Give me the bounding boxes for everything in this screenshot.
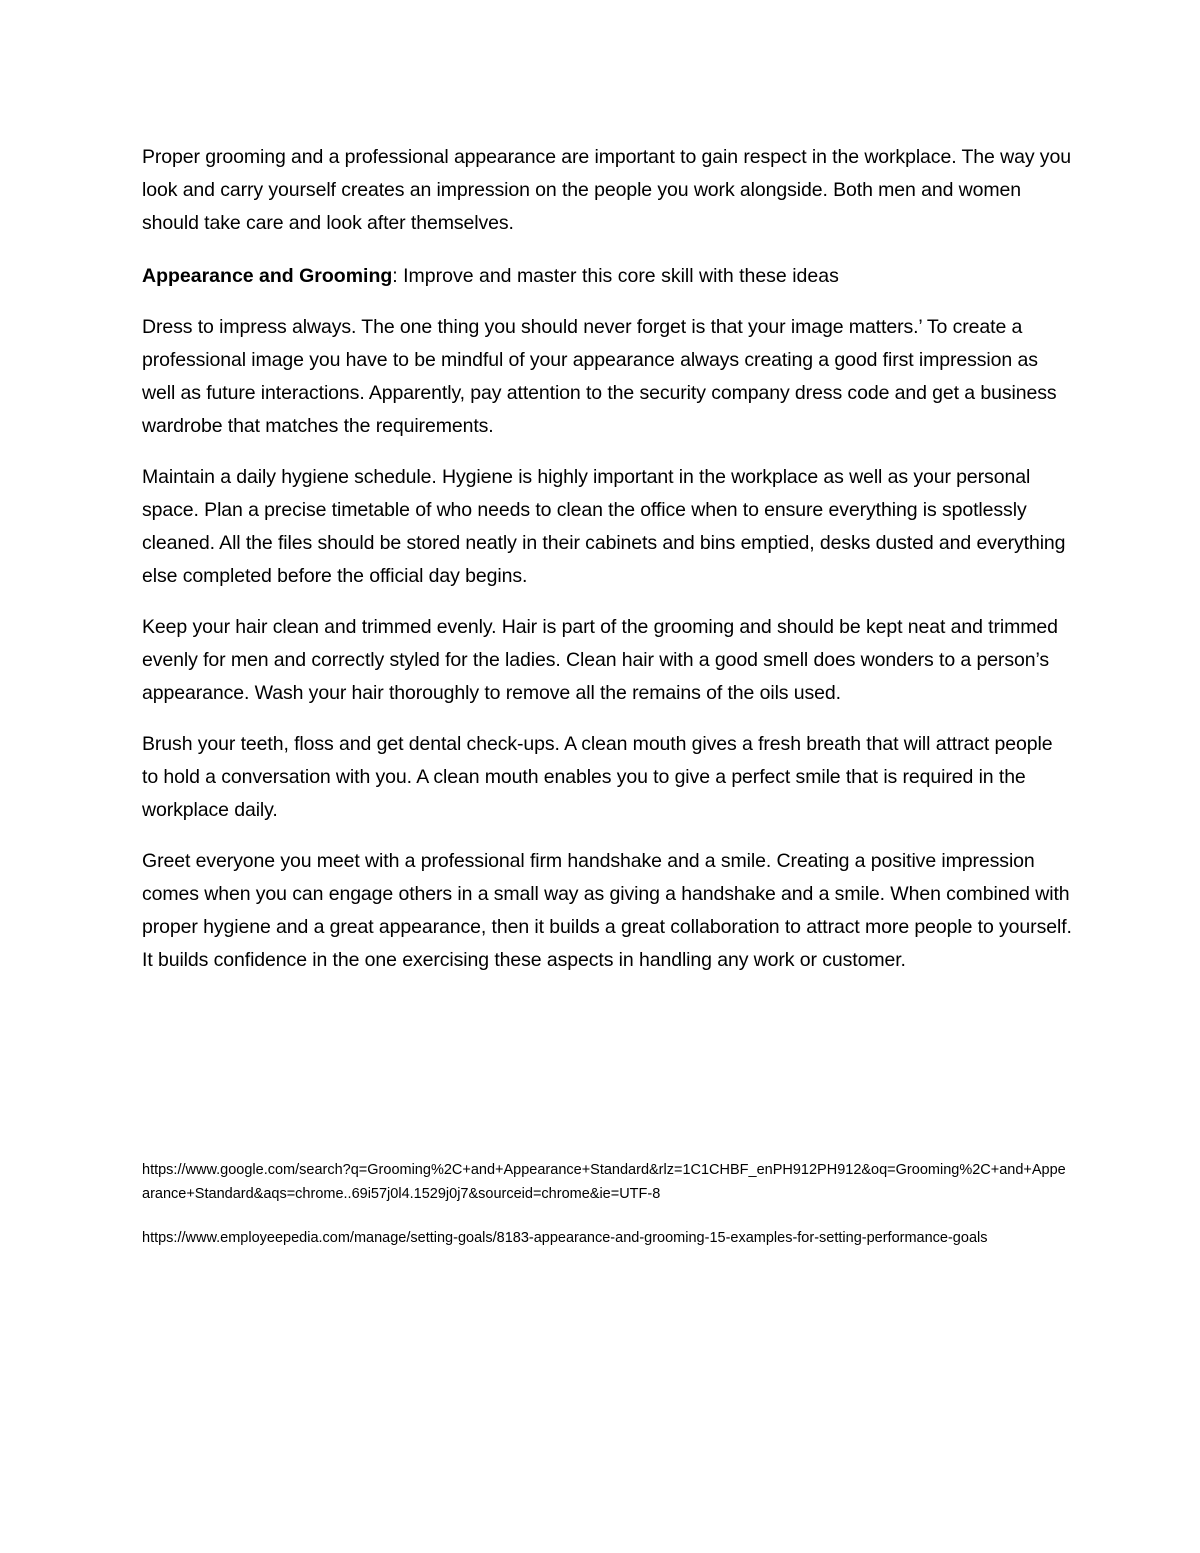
- intro-paragraph: Proper grooming and a professional appearance are important to gain respect in the workplace. The way you look and carry yourself creates an impression on the people you work alongside. Both men and women should take care and look after themselves.: [142, 146, 1071, 234]
- section-heading: [142, 260, 1072, 293]
- section-heading-rest: : Improve and master this core skill with these ideas: [392, 265, 839, 287]
- document-body: [142, 141, 1072, 995]
- paragraph-teeth: Brush your teeth, floss and get dental check-ups. A clean mouth gives a fresh breath that will attract people to hold a conversation with you. A clean mouth enables you to give a perfect smile that is required in the workplace daily.: [142, 733, 1053, 821]
- paragraph-greet: Greet everyone you meet with a professional firm handshake and a smile. Creating a positive impression comes when you can engage others in a small way as giving a handshake and a smile. When combined with proper hygiene and a great appearance, then it builds a great collaboration to attract more people to yourself. It builds confidence in the one exercising these aspects in handling any work or customer.: [142, 850, 1072, 971]
- paragraph-hair: Keep your hair clean and trimmed evenly. Hair is part of the grooming and should be kept neat and trimmed evenly for men and correctly styled for the ladies. Clean hair with a good smell does wonders to a person’s appearance. Wash your hair thoroughly to remove all the remains of the oils used.: [142, 616, 1058, 704]
- paragraph-dress: Dress to impress always. The one thing you should never forget is that your image matters.’ To create a professional image you have to be mindful of your appearance always creating a good first impression as well as future interactions. Apparently, pay attention to the security company dress code and get a business wardrobe that matches the requirements.: [142, 316, 1057, 437]
- paragraph-hygiene: Maintain a daily hygiene schedule. Hygiene is highly important in the workplace as well as your personal space. Plan a precise timetable of who needs to clean the office when to ensure everything is spotlessly cleaned. All the files should be stored neatly in their cabinets and bins emptied, desks dusted and everything else completed before the official day begins.: [142, 466, 1066, 587]
- section-heading-bold: Appearance and Grooming: [142, 265, 393, 287]
- references: [142, 1158, 1072, 1270]
- reference-link-employeepedia[interactable]: https://www.employeepedia.com/manage/setting-goals/8183-appearance-and-grooming-15-examples-for-setting-performance-goals: [142, 1230, 988, 1246]
- reference-link-google[interactable]: https://www.google.com/search?q=Grooming%2C+and+Appearance+Standard&rlz=1C1CHBF_enPH912PH912&oq=Grooming%2C+and+Appearance+Standard&aqs=chrome..69i57j0l4.1529j0j7&sourceid=chrome&ie=UTF-8: [142, 1162, 1066, 1202]
